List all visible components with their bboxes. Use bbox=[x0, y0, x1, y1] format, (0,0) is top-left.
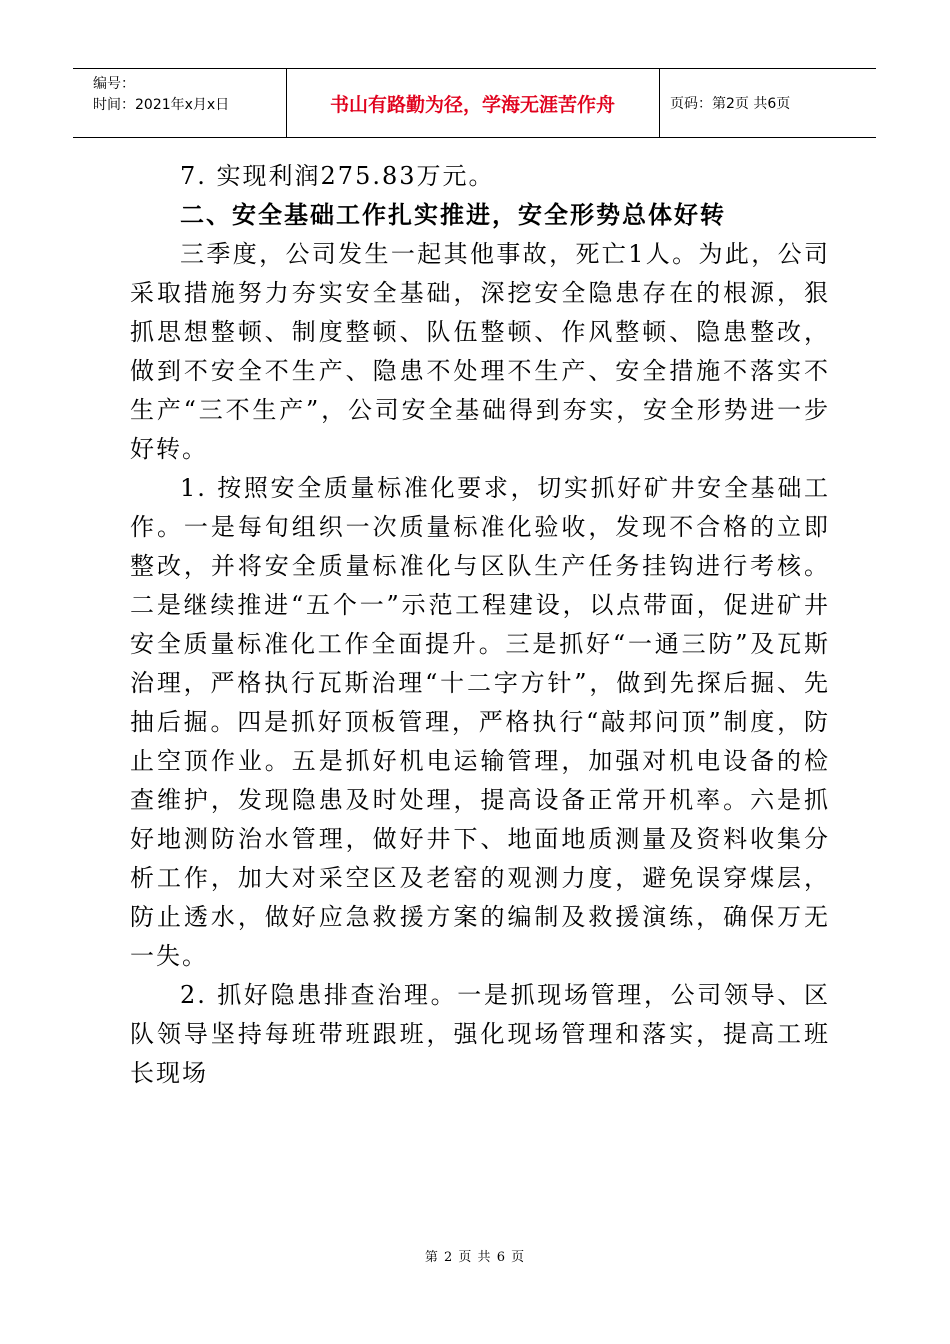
paragraph-overview: 三季度，公司发生一起其他事故，死亡1人。为此，公司采取措施努力夯实安全基础，深挖安全隐患存在的根源，狠抓思想整顿、制度整顿、队伍整顿、作风整顿、隐患整改，做到不安全不生产、隐患不处理不生产、安全措施不落实不生产“三不生产”，公司安全基础得到夯实，安全形势进一步好转。 bbox=[130, 240, 830, 463]
page-footer: 第 2 页 共 6 页 bbox=[424, 1250, 526, 1265]
paragraph-item-2: 2. 抓好隐患排查治理。一是抓现场管理，公司领导、区队领导坚持每班带班跟班，强化现场管理和落实，提高工班长现场 bbox=[130, 981, 830, 1087]
document-header bbox=[73, 68, 876, 138]
header-divider bbox=[659, 69, 660, 137]
number-label: 编号： bbox=[93, 76, 135, 92]
paragraph-item-1: 1. 按照安全质量标准化要求，切实抓好矿井安全基础工作。一是每旬组织一次质量标准化验收，发现不合格的立即整改，并将安全质量标准化与区队生产任务挂钩进行考核。二是继续推进“五个一”示范工程建设，以点带面，促进矿井安全质量标准化工作全面提升。三是抓好“一通三防”及瓦斯治理，严格执行瓦斯治理“十二字方针”，做到先探后掘、先抽后掘。四是抓好顶板管理，严格执行“敲邦问顶”制度，防止空顶作业。五是抓好机电运输管理，加强对机电设备的检查维护，发现隐患及时处理，提高设备正常开机率。六是抓好地测防治水管理，做好井下、地面地质测量及资料收集分析工作，加大对采空区及老窑的观测力度，避免误穿煤层，防止透水，做好应急救援方案的编制及救援演练，确保万无一失。 bbox=[130, 474, 830, 970]
header-page-code: 页码：第2页 共6页 bbox=[670, 96, 791, 112]
paragraph-profit: 7. 实现利润275.83万元。 bbox=[180, 162, 495, 190]
document-body bbox=[130, 157, 830, 1093]
header-meta bbox=[93, 74, 229, 116]
header-motto: 书山有路勤为径，学海无涯苦作舟 bbox=[329, 93, 615, 116]
time-label: 时间：2021年x月x日 bbox=[93, 97, 230, 113]
section-heading: 二、安全基础工作扎实推进，安全形势总体好转 bbox=[180, 201, 726, 229]
